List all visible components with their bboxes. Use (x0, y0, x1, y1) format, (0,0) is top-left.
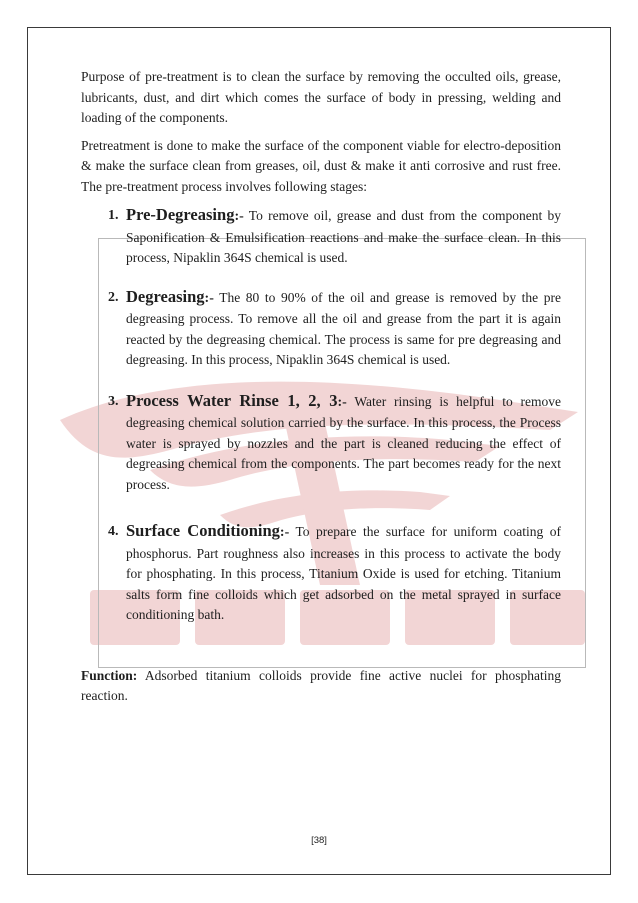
stage-term: Pre-Degreasing (126, 205, 235, 224)
stage-separator: :- (279, 525, 290, 540)
stage-term: Degreasing (126, 286, 205, 306)
stage-item (81, 521, 561, 626)
stage-separator: :- (234, 209, 244, 224)
function-text: Adsorbed titanium colloids provide fine active nuclei for phosphating reaction. (81, 667, 561, 703)
function-paragraph (81, 666, 561, 707)
stage-number: 2. (108, 289, 119, 305)
stage-term: Process Water Rinse 1, 2, 3 (126, 390, 338, 410)
stage-separator: :- (337, 394, 347, 410)
stage-item (81, 287, 561, 371)
stage-separator: :- (204, 290, 214, 306)
stage-description: The 80 to 90% of the oil and grease is removed by the pre degreasing process. To remove all the oil and grease from the part it is again reacted by the degreasing chemical. The process is same for pre degreasing and degreasing. In this process, Nipaklin 364S chemical is used. (126, 289, 561, 367)
page-number: [38] (311, 835, 327, 846)
stages-list (81, 205, 561, 626)
purpose-paragraph: Purpose of pre-treatment is to clean the surface by removing the occulted oils, grease, lubricants, dust, and dirt which comes the surface of body in pressing, welding and loading of the components. (81, 69, 561, 125)
stage-number: 4. (108, 524, 119, 539)
function-label: Function: (81, 667, 138, 683)
stage-number: 3. (108, 393, 119, 409)
stage-item (81, 205, 561, 269)
stage-description: To prepare the surface for uniform coating of phosphorus. Part roughness also increases in this process to activate the body for phosphating. In this process, Titanium Oxide is used for etching. Titanium salts form fine colloids which get adsorbed on the metal sprayed in surface conditioning bath. (126, 524, 561, 622)
stage-description: To remove oil, grease and dust from the component by Saponification & Emulsification reactions and make the surface clean. In this process, Nipaklin 364S chemical is used. (126, 208, 561, 265)
stage-term: Surface Conditioning (126, 521, 280, 540)
stage-item (81, 391, 561, 496)
stage-number: 1. (108, 208, 119, 223)
document-body (81, 67, 561, 707)
stage-description: Water rinsing is helpful to remove degreasing chemical solution carried by the surface. In this process, the Process water is sprayed by nozzles and the part is cleaned reducing the effect of degreasing chemical from the components. The part becomes ready for the next process. (126, 393, 562, 492)
pretreatment-paragraph: Pretreatment is done to make the surface of the component viable for electro-deposition & make the surface clean from greases, oil, dust & make it anti corrosive and rust free. The pre-treatment process involves following stages: (81, 137, 561, 194)
